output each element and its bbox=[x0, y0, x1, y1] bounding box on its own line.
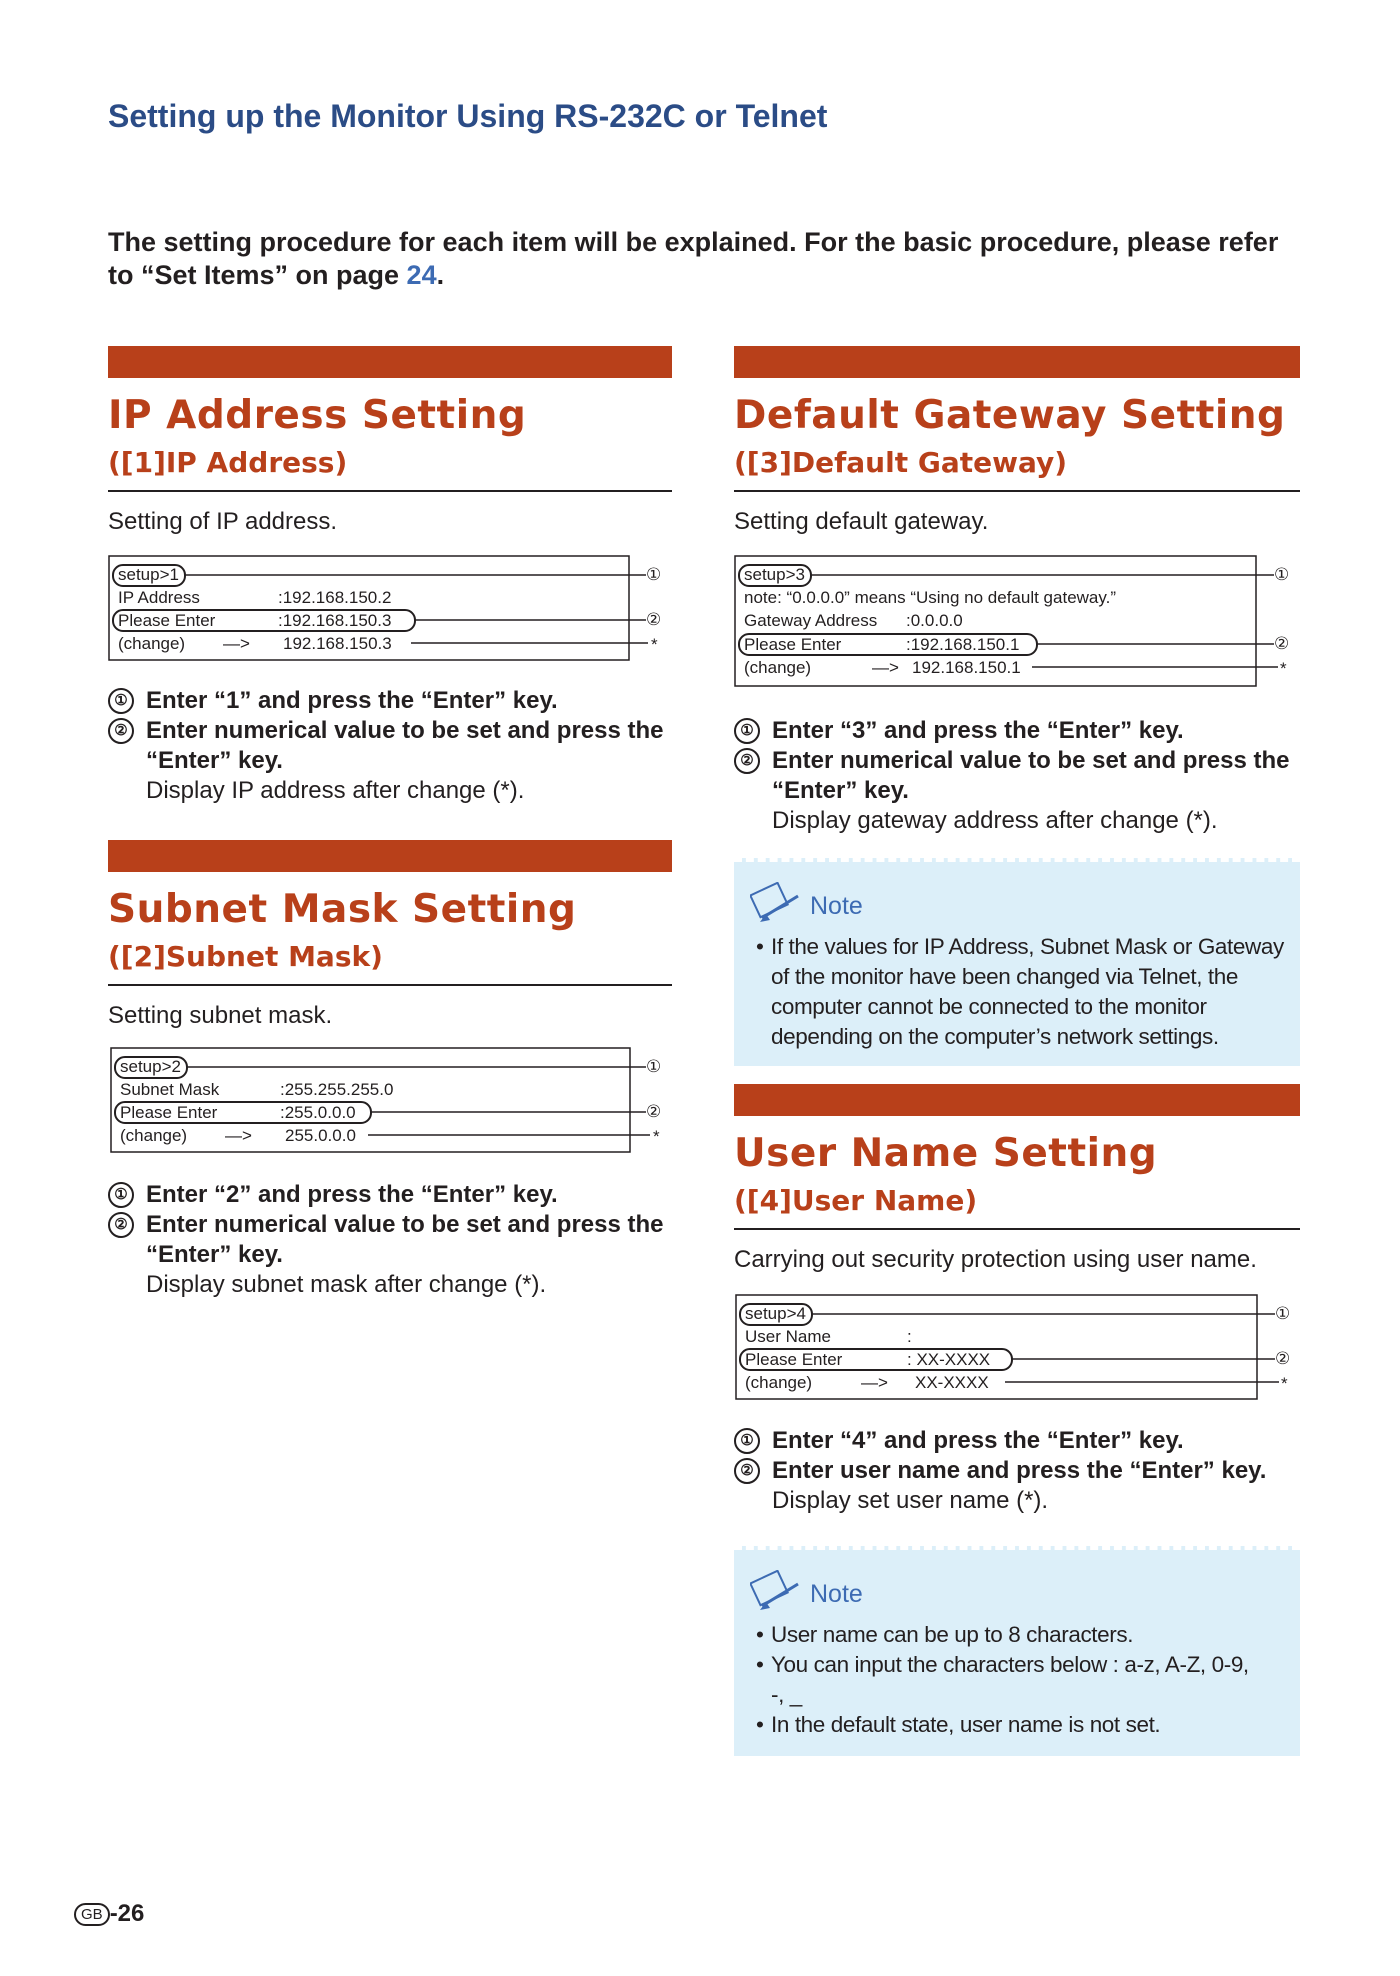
ip-terminal-line2-value: :192.168.150.2 bbox=[278, 588, 392, 607]
subnet-terminal-marker-1: ① bbox=[646, 1057, 662, 1076]
gateway-terminal-line5-label: (change) bbox=[744, 658, 812, 677]
region-badge: GB bbox=[74, 1903, 110, 1926]
subnet-terminal-line4-label: (change) bbox=[120, 1126, 188, 1145]
subnet-terminal-line3-label: Please Enter bbox=[120, 1103, 218, 1122]
ip-terminal-line4-label: (change) bbox=[118, 634, 186, 653]
intro-end: . bbox=[436, 260, 445, 290]
subnet-section-subtitle: ([2]Subnet Mask) bbox=[108, 940, 383, 973]
note-label: Note bbox=[810, 892, 863, 920]
ip-terminal-line3-value: :192.168.150.3 bbox=[278, 611, 392, 630]
subnet-step1-number: ① bbox=[108, 1182, 134, 1208]
ip-terminal-marker-2: ② bbox=[646, 610, 662, 629]
subnet-terminal-arrow: —> bbox=[225, 1126, 252, 1145]
subnet-terminal-marker-2: ② bbox=[646, 1102, 662, 1121]
subnet-terminal-line2-label: Subnet Mask bbox=[120, 1080, 220, 1099]
gateway-terminal-diagram bbox=[734, 555, 1300, 690]
ip-terminal-line3-label: Please Enter bbox=[118, 611, 216, 630]
user-section-subtitle: ([4]User Name) bbox=[734, 1184, 978, 1217]
user-step-2: ② Enter user name and press the “Enter” key. Display set user name (*). bbox=[734, 1456, 1304, 1516]
user-terminal-marker-3: * bbox=[1281, 1374, 1288, 1393]
subnet-terminal-marker-3: * bbox=[653, 1127, 660, 1146]
subnet-terminal-line3-value: :255.0.0.0 bbox=[280, 1103, 356, 1122]
gateway-terminal-line3-value: :0.0.0.0 bbox=[906, 611, 963, 630]
subnet-section-rule bbox=[108, 984, 672, 986]
gateway-terminal-line5-value: 192.168.150.1 bbox=[912, 658, 1021, 677]
gateway-terminal-marker-3: * bbox=[1280, 659, 1287, 678]
ip-step2-number: ② bbox=[108, 718, 134, 744]
gateway-terminal-note: note: “0.0.0.0” means “Using no default gateway.” bbox=[744, 588, 1116, 607]
note-pencil-icon bbox=[750, 882, 802, 926]
subnet-section-bar bbox=[108, 840, 672, 872]
user-terminal-line4-value: XX-XXXX bbox=[915, 1373, 989, 1392]
gateway-steps bbox=[734, 716, 1304, 836]
user-terminal-line1: setup>4 bbox=[745, 1304, 806, 1323]
user-step1-number: ① bbox=[734, 1428, 760, 1454]
ip-terminal-diagram bbox=[108, 555, 668, 665]
user-terminal-line2-label: User Name bbox=[745, 1327, 831, 1346]
page-number-text: -26 bbox=[109, 1900, 145, 1927]
user-step2-number: ② bbox=[734, 1458, 760, 1484]
page-number bbox=[74, 1900, 144, 1928]
subnet-step-2: ② Enter numerical value to be set and press the “Enter” key. Display subnet mask after change (*). bbox=[108, 1210, 678, 1300]
user-section-rule bbox=[734, 1228, 1300, 1230]
user-terminal-line2-value: : bbox=[907, 1327, 912, 1346]
note-username-item: • User name can be up to 8 characters. bbox=[756, 1620, 1256, 1650]
ip-step-1: ① Enter “1” and press the “Enter” key. bbox=[108, 686, 678, 716]
note-network-body bbox=[756, 932, 1286, 1052]
gateway-section-rule bbox=[734, 490, 1300, 492]
subnet-step2-number: ② bbox=[108, 1212, 134, 1238]
user-steps bbox=[734, 1426, 1304, 1516]
gateway-terminal-marker-2: ② bbox=[1274, 634, 1290, 653]
gateway-section-title: Default Gateway Setting bbox=[734, 393, 1286, 438]
note-username-item: • You can input the characters below : a-z, A-Z, 0-9, -, _ bbox=[756, 1650, 1256, 1710]
user-description: Carrying out security protection using user name. bbox=[734, 1246, 1257, 1273]
user-section-bar bbox=[734, 1084, 1300, 1116]
user-section-title: User Name Setting bbox=[734, 1131, 1158, 1176]
gateway-step1-number: ① bbox=[734, 718, 760, 744]
subnet-steps bbox=[108, 1180, 678, 1300]
note-pencil-icon bbox=[750, 1570, 802, 1614]
user-terminal-marker-2: ② bbox=[1275, 1349, 1291, 1368]
subnet-terminal-line4-value: 255.0.0.0 bbox=[285, 1126, 356, 1145]
page-header-title: Setting up the Monitor Using RS-232C or Telnet bbox=[108, 98, 828, 134]
gateway-terminal-line4-label: Please Enter bbox=[744, 635, 842, 654]
ip-terminal-marker-3: * bbox=[651, 635, 658, 654]
subnet-terminal-diagram bbox=[110, 1047, 670, 1157]
gateway-terminal-line4-value: :192.168.150.1 bbox=[906, 635, 1020, 654]
subnet-terminal-line2-value: :255.255.255.0 bbox=[280, 1080, 394, 1099]
user-terminal-arrow: —> bbox=[861, 1373, 888, 1392]
note-username-body bbox=[756, 1620, 1256, 1740]
user-step2-sub: Display set user name (*). bbox=[772, 1487, 1049, 1514]
ip-section-subtitle: ([1]IP Address) bbox=[108, 446, 348, 479]
subnet-section-title: Subnet Mask Setting bbox=[108, 887, 577, 932]
gateway-description: Setting default gateway. bbox=[734, 508, 989, 535]
user-terminal-line3-label: Please Enter bbox=[745, 1350, 843, 1369]
gateway-step2-sub: Display gateway address after change (*). bbox=[772, 807, 1218, 834]
user-terminal-diagram bbox=[735, 1294, 1301, 1404]
ip-terminal-line1: setup>1 bbox=[118, 565, 179, 584]
note-box-username bbox=[734, 1546, 1300, 1756]
ip-steps bbox=[108, 686, 678, 806]
gateway-step2-number: ② bbox=[734, 748, 760, 774]
user-terminal-line3-value: : XX-XXXX bbox=[907, 1350, 991, 1369]
ip-terminal-line2-label: IP Address bbox=[118, 588, 200, 607]
ip-section-bar bbox=[108, 346, 672, 378]
ip-step2-sub: Display IP address after change (*). bbox=[146, 777, 525, 804]
gateway-terminal-line1: setup>3 bbox=[744, 565, 805, 584]
gateway-step-2: ② Enter numerical value to be set and press the “Enter” key. Display gateway address after change (*). bbox=[734, 746, 1304, 836]
ip-description: Setting of IP address. bbox=[108, 508, 338, 535]
note-username-item: • In the default state, user name is not set. bbox=[756, 1710, 1256, 1740]
gateway-terminal-marker-1: ① bbox=[1274, 565, 1290, 584]
subnet-step-1: ① Enter “2” and press the “Enter” key. bbox=[108, 1180, 678, 1210]
gateway-terminal-line3-label: Gateway Address bbox=[744, 611, 878, 630]
subnet-terminal-line1: setup>2 bbox=[120, 1057, 181, 1076]
user-step-1: ① Enter “4” and press the “Enter” key. bbox=[734, 1426, 1304, 1456]
ip-terminal-line4-value: 192.168.150.3 bbox=[283, 634, 392, 653]
ip-terminal-marker-1: ① bbox=[646, 565, 662, 584]
note-label: Note bbox=[810, 1580, 863, 1608]
ip-section-title: IP Address Setting bbox=[108, 393, 527, 438]
intro-page-link[interactable]: 24 bbox=[406, 260, 437, 290]
note-network-item: • If the values for IP Address, Subnet Mask or Gateway of the monitor have been changed via Telnet, the computer cannot be connected to the monitor depending on the computer’s network settings. bbox=[756, 932, 1286, 1052]
intro-paragraph bbox=[108, 226, 1308, 292]
gateway-terminal-arrow: —> bbox=[872, 658, 899, 677]
gateway-step-1: ① Enter “3” and press the “Enter” key. bbox=[734, 716, 1304, 746]
intro-text: The setting procedure for each item will be explained. For the basic procedure, please refer to “Set Items” on page bbox=[108, 227, 1279, 290]
ip-terminal-arrow: —> bbox=[223, 634, 250, 653]
user-terminal-marker-1: ① bbox=[1275, 1304, 1291, 1323]
subnet-description: Setting subnet mask. bbox=[108, 1002, 333, 1029]
note-box-network bbox=[734, 858, 1300, 1066]
user-terminal-line4-label: (change) bbox=[745, 1373, 813, 1392]
ip-step-2: ② Enter numerical value to be set and press the “Enter” key. Display IP address after change (*). bbox=[108, 716, 678, 806]
subnet-step2-sub: Display subnet mask after change (*). bbox=[146, 1271, 547, 1298]
ip-step1-number: ① bbox=[108, 688, 134, 714]
gateway-section-subtitle: ([3]Default Gateway) bbox=[734, 446, 1068, 479]
ip-section-rule bbox=[108, 490, 672, 492]
gateway-section-bar bbox=[734, 346, 1300, 378]
